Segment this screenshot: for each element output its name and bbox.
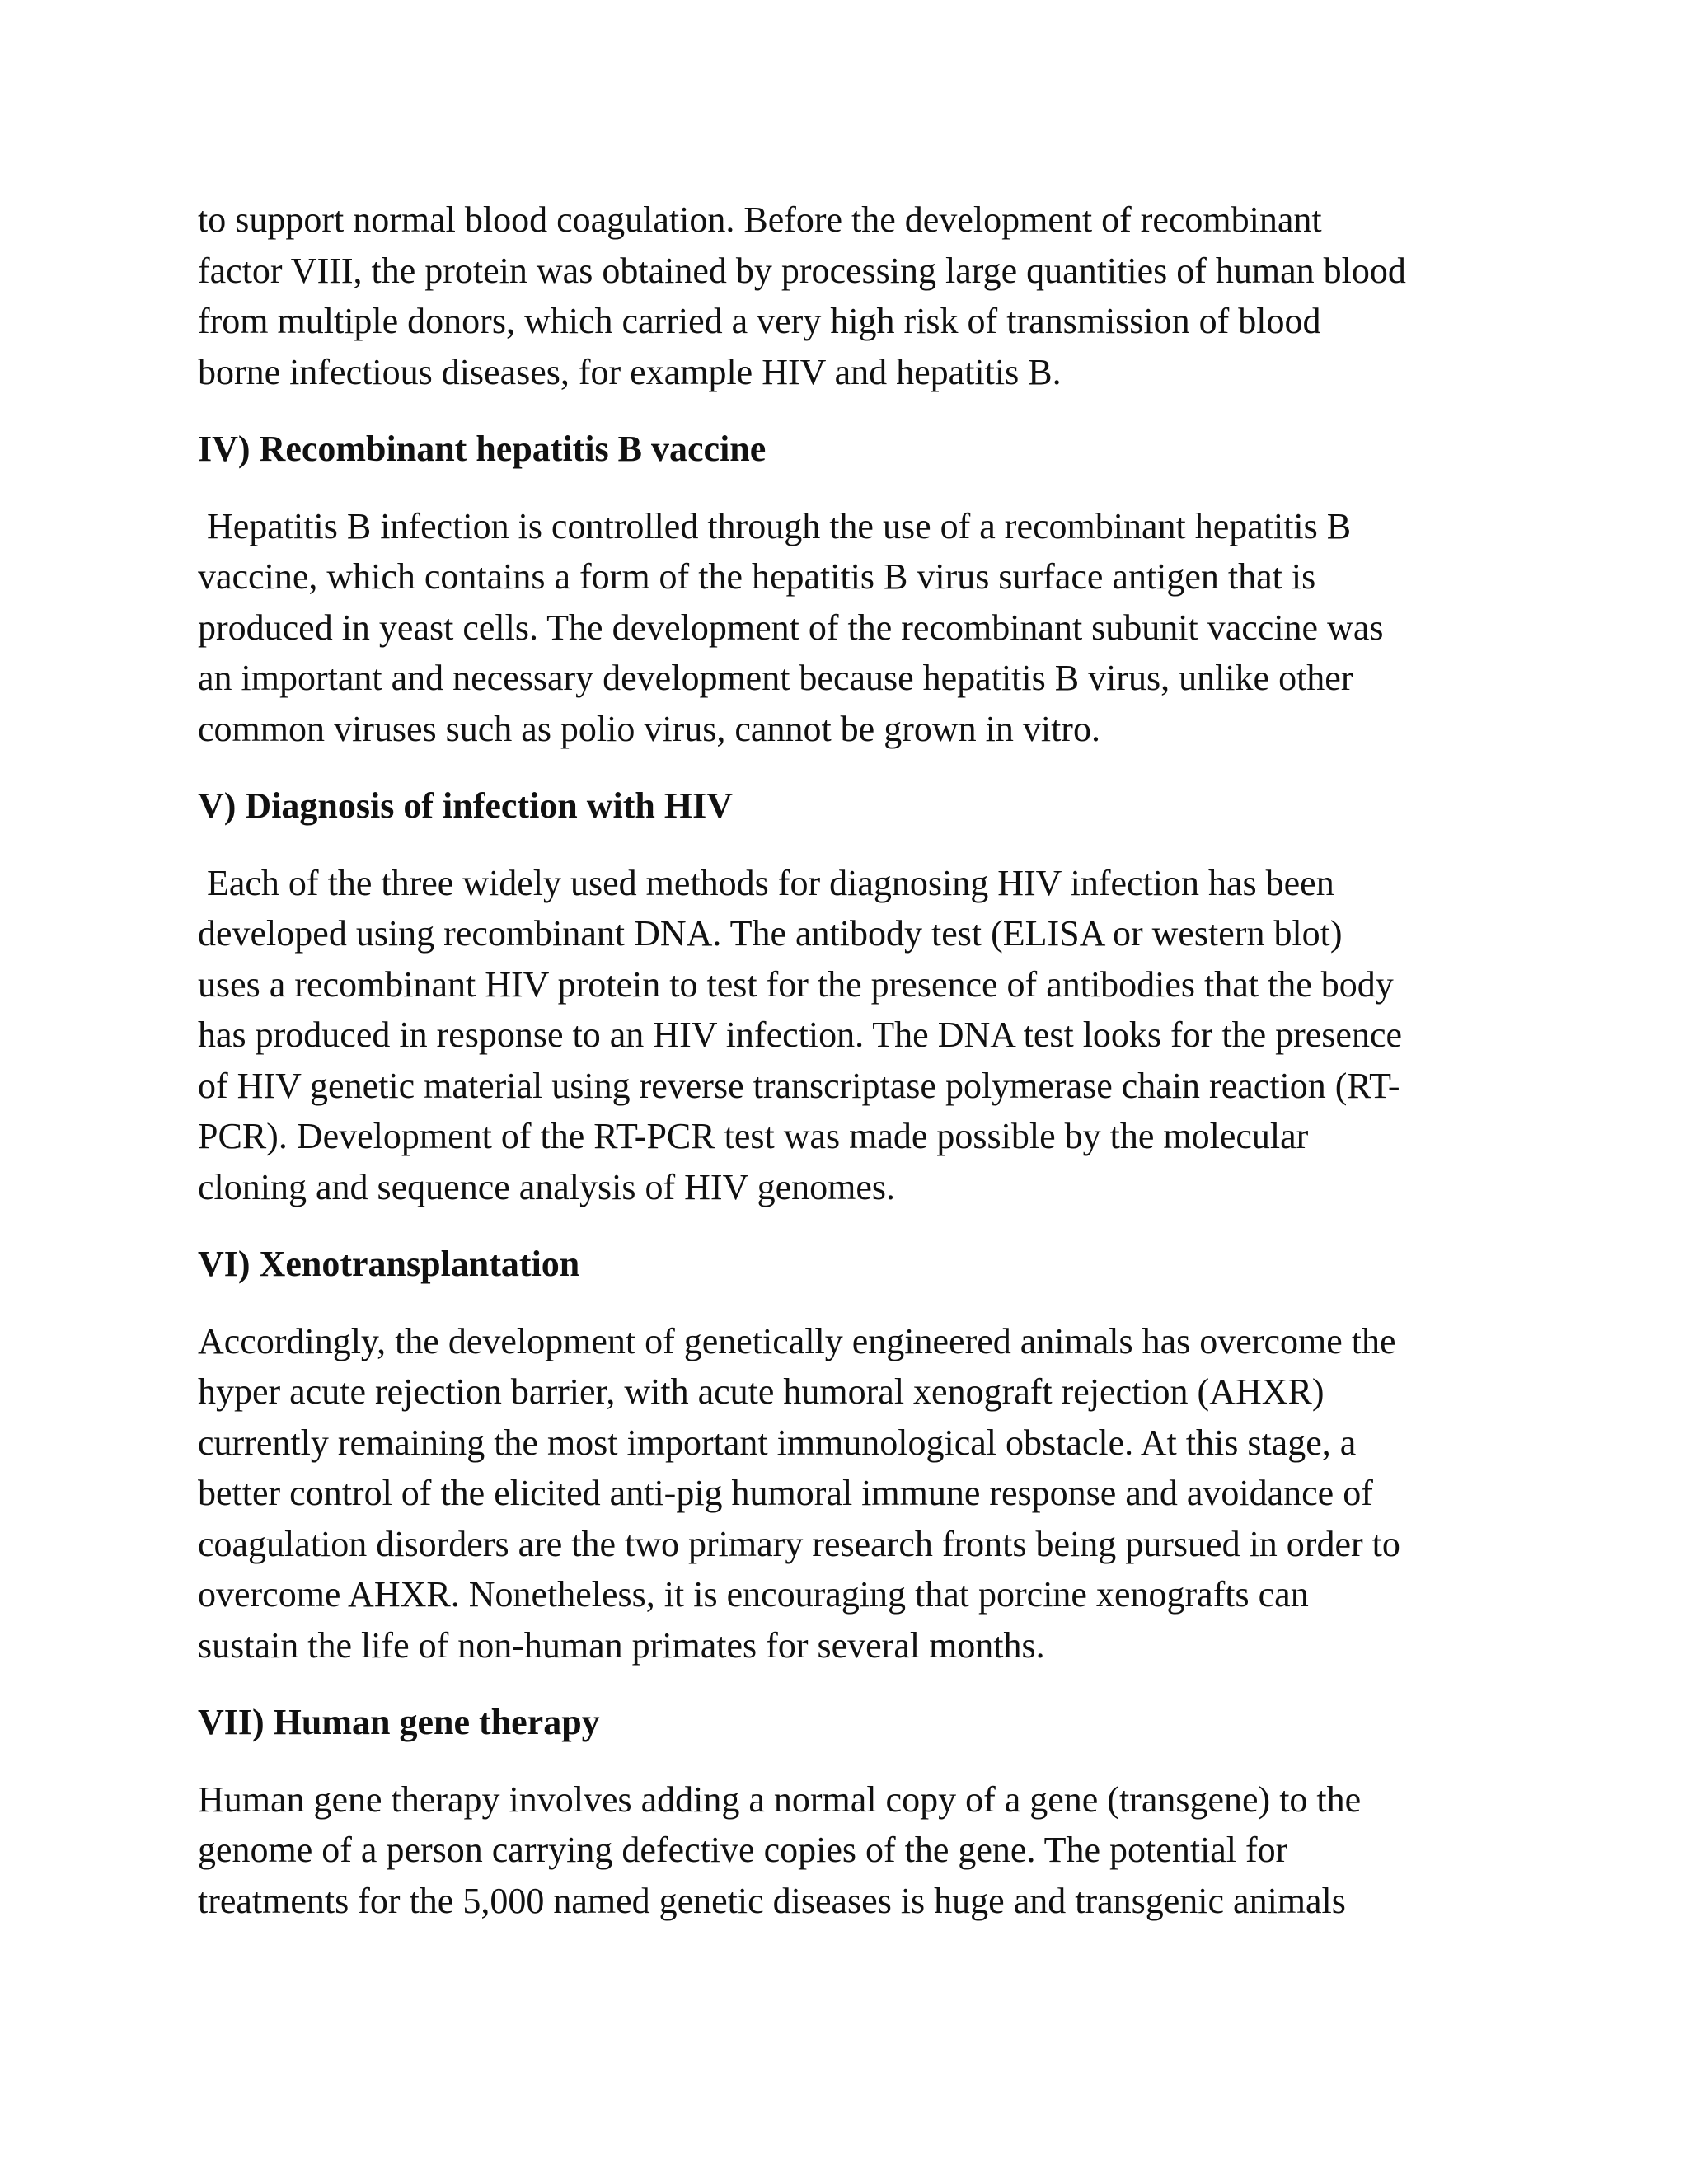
document-page [198,194,1484,1926]
text-line: vaccine, which contains a form of the hepatitis B virus surface antigen that is [198,556,1316,597]
text-line: common viruses such as polio virus, cannot be grown in vitro. [198,708,1100,749]
text-line: from multiple donors, which carried a very high risk of transmission of blood [198,301,1321,341]
paragraph-xenotransplantation [198,1316,1484,1671]
paragraph-human-gene-therapy [198,1774,1484,1927]
text-line: Each of the three widely used methods for diagnosing HIV infection has been [198,862,1334,903]
paragraph-diagnosis-hiv [198,858,1484,1213]
text-line: cloning and sequence analysis of HIV genomes. [198,1166,895,1207]
text-line: to support normal blood coagulation. Before the development of recombinant [198,199,1322,240]
text-line: developed using recombinant DNA. The antibody test (ELISA or western blot) [198,913,1343,954]
text-line: has produced in response to an HIV infection. The DNA test looks for the presence [198,1015,1403,1055]
text-line: hyper acute rejection barrier, with acute humoral xenograft rejection (AHXR) [198,1371,1325,1412]
text-line: PCR). Development of the RT-PCR test was made possible by the molecular [198,1116,1309,1156]
text-line: Human gene therapy involves adding a normal copy of a gene (transgene) to the [198,1779,1362,1820]
text-line: of HIV genetic material using reverse transcriptase polymerase chain reaction (RT- [198,1065,1400,1106]
text-line: genome of a person carrying defective copies of the gene. The potential for [198,1830,1288,1870]
text-line: produced in yeast cells. The development of the recombinant subunit vaccine was [198,607,1384,648]
text-line: borne infectious diseases, for example HIV and hepatitis B. [198,351,1062,392]
text-line: sustain the life of non-human primates for several months. [198,1624,1045,1666]
text-line: overcome AHXR. Nonetheless, it is encouraging that porcine xenografts can [198,1574,1309,1615]
paragraph-intro [198,194,1484,397]
text-line: an important and necessary development because hepatitis B virus, unlike other [198,658,1353,698]
paragraph-hepatitis-b [198,501,1484,755]
text-line: factor VIII, the protein was obtained by processing large quantities of human blood [198,250,1406,291]
heading-diagnosis-hiv: V) Diagnosis of infection with HIV [198,785,734,826]
heading-recombinant-hepatitis-b-vaccine: IV) Recombinant hepatitis B vaccine [198,429,767,469]
text-line: coagulation disorders are the two primary research fronts being pursued in order to [198,1523,1400,1564]
heading-xenotransplantation: VI) Xenotransplantation [198,1244,580,1284]
text-line: Hepatitis B infection is controlled through the use of a recombinant hepatitis B [198,505,1352,546]
text-line: treatments for the 5,000 named genetic diseases is huge and transgenic animals [198,1880,1346,1921]
text-line: Accordingly, the development of genetically engineered animals has overcome the [198,1320,1396,1361]
text-line: uses a recombinant HIV protein to test for the presence of antibodies that the body [198,963,1394,1005]
text-line: currently remaining the most important immunological obstacle. At this stage, a [198,1422,1357,1463]
heading-human-gene-therapy: VII) Human gene therapy [198,1702,600,1742]
text-line: better control of the elicited anti-pig humoral immune response and avoidance of [198,1473,1373,1513]
